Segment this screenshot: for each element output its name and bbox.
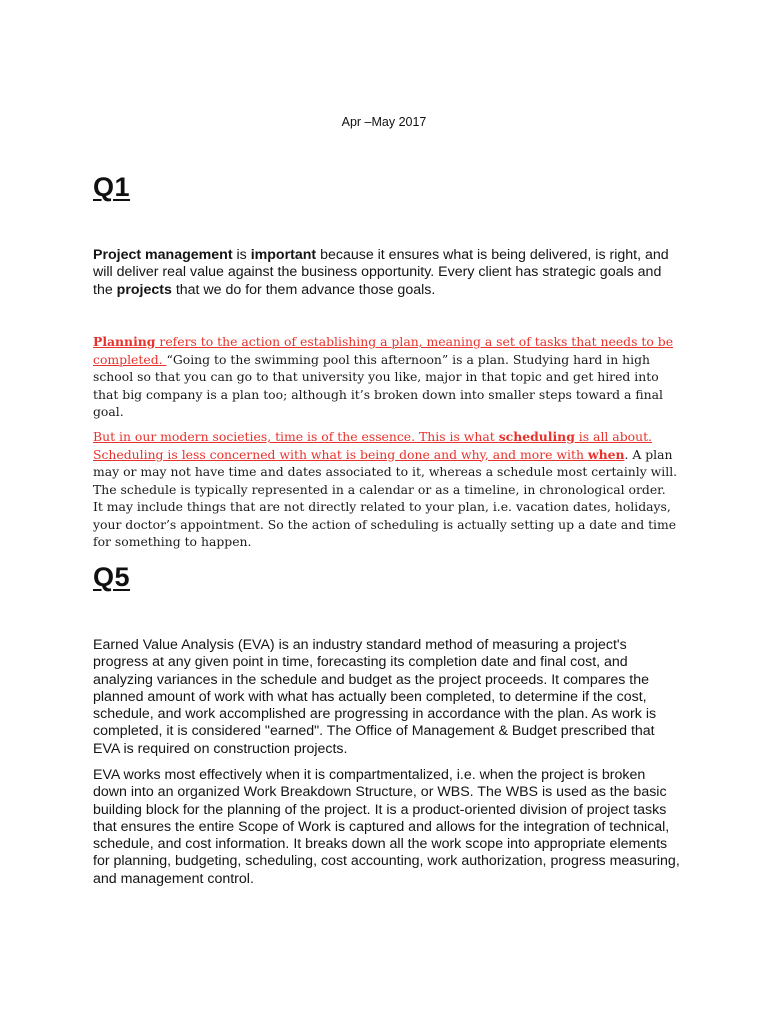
text-span: . A plan may or may not have time and dates associated to it, whereas a schedule most certainly will. The schedule is typically represented in a calendar or as a timeline, in chronological order. It may include things that are not directly related to your plan, i.e. vacation dates, holidays, your doctor’s appointment. So the action of scheduling is actually setting up a date and time for something to happen.	[93, 446, 678, 549]
bold-planning: Planning	[93, 334, 156, 349]
paragraph-planning	[93, 333, 679, 421]
text-span: because it ensures what is being delivered, is right, and will deliver real value against the business opportunity. Every client has strategic goals and the	[93, 247, 669, 298]
document-date: Apr –May 2017	[341, 115, 427, 129]
heading-q5: Q5	[93, 562, 131, 592]
bold-project-management: Project management	[93, 247, 233, 263]
bold-important: important	[250, 247, 317, 263]
paragraph-scheduling	[93, 428, 679, 551]
red-text-span: is all about. Scheduling is less concerned with what is being done and why, and more with	[93, 429, 652, 462]
paragraph-project-management	[93, 247, 683, 299]
highlight-scheduling-definition	[93, 429, 652, 462]
bold-when: when	[587, 446, 625, 462]
paragraph-eva-definition: Earned Value Analysis (EVA) is an industry standard method of measuring a project's progress at any given point in time, forecasting its completion date and final cost, and analyzing variances in the schedule and budget as the project proceeds. It compares the planned amount of work with what has actually been completed, to determine if the cost, schedule, and work accomplished are progressing in accordance with the plan. As work is completed, it is considered "earned". The Office of Management & Budget prescribed that EVA is required on construction projects.	[93, 637, 657, 757]
red-text-span: But in our modern societies, time is of the essence. This is what	[93, 429, 499, 444]
paragraph-eva-wbs: EVA works most effectively when it is compartmentalized, i.e. when the project is broken down into an organized Work Breakdown Structure, or WBS. The WBS is used as the basic building block for the planning of the project. It is a product-oriented division of project tasks that ensures the entire Scope of Work is captured and allows for the integration of technical, schedule, and cost information. It breaks down all the work scope into appropriate elements for planning, budgeting, scheduling, cost accounting, work authorization, progress measuring, and management control.	[93, 767, 680, 887]
bold-scheduling: scheduling	[498, 429, 575, 444]
text-span: “Going to the swimming pool this afternoon” is a plan. Studying hard in high school so that you can go to that university you like, major in that topic and get hired into that big company is a plan too; although it’s broken down into smaller steps toward a final goal.	[93, 351, 663, 419]
bold-projects: projects	[116, 281, 172, 298]
text-span: is	[232, 247, 251, 263]
heading-q1: Q1	[93, 172, 131, 202]
text-span: that we do for them advance those goals.	[171, 281, 436, 298]
red-text-span: refers to the action of establishing a plan, meaning a set of tasks that needs to be completed.	[93, 334, 674, 367]
